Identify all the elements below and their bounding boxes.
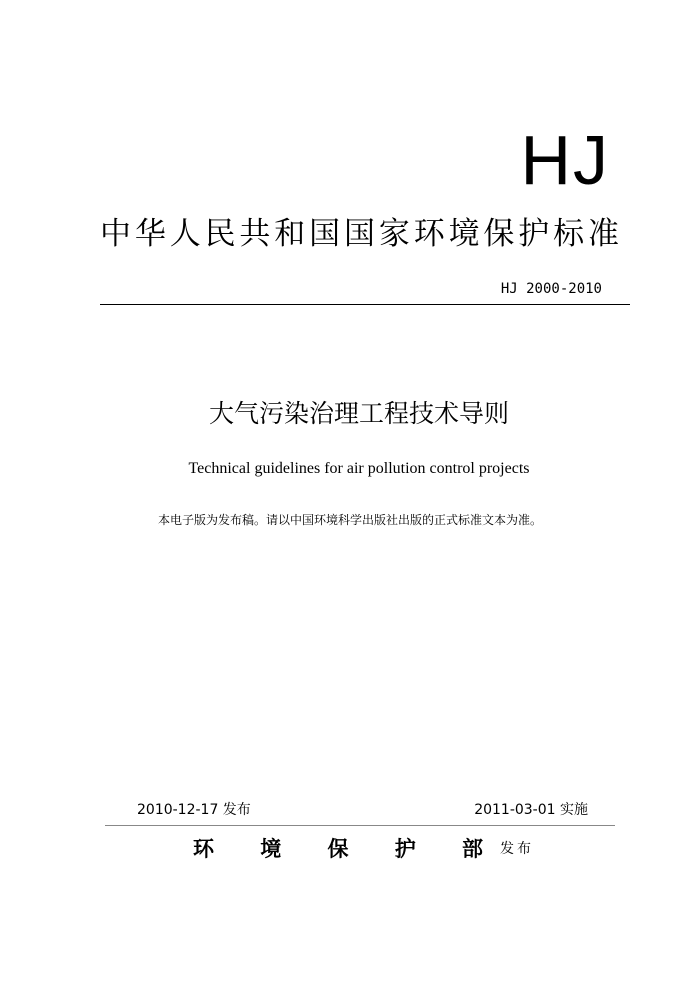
document-title-text: 大气污染治理工程技术导则 (208, 399, 509, 428)
header-divider (100, 304, 630, 305)
standard-category: 中华人民共和国国家环境保护标准 (100, 216, 620, 252)
document-title (0, 394, 700, 434)
issuer-suffix: 发布 (500, 841, 534, 857)
document-subtitle-english: Technical guidelines for air pollution control projects (188, 460, 530, 477)
release-date: 2010-12-17 发布 (137, 802, 251, 818)
effective-date: 2011-03-01 实施 (474, 802, 588, 818)
issuer-name: 环 境 保 护 部 (193, 837, 483, 861)
document-note: 本电子版为发布稿。请以中国环境科学出版社出版的正式标准文本为准。 (157, 513, 542, 527)
footer-divider (105, 825, 615, 826)
standard-code: HJ 2000-2010 (500, 281, 602, 297)
hj-logo: HJ (520, 121, 610, 199)
